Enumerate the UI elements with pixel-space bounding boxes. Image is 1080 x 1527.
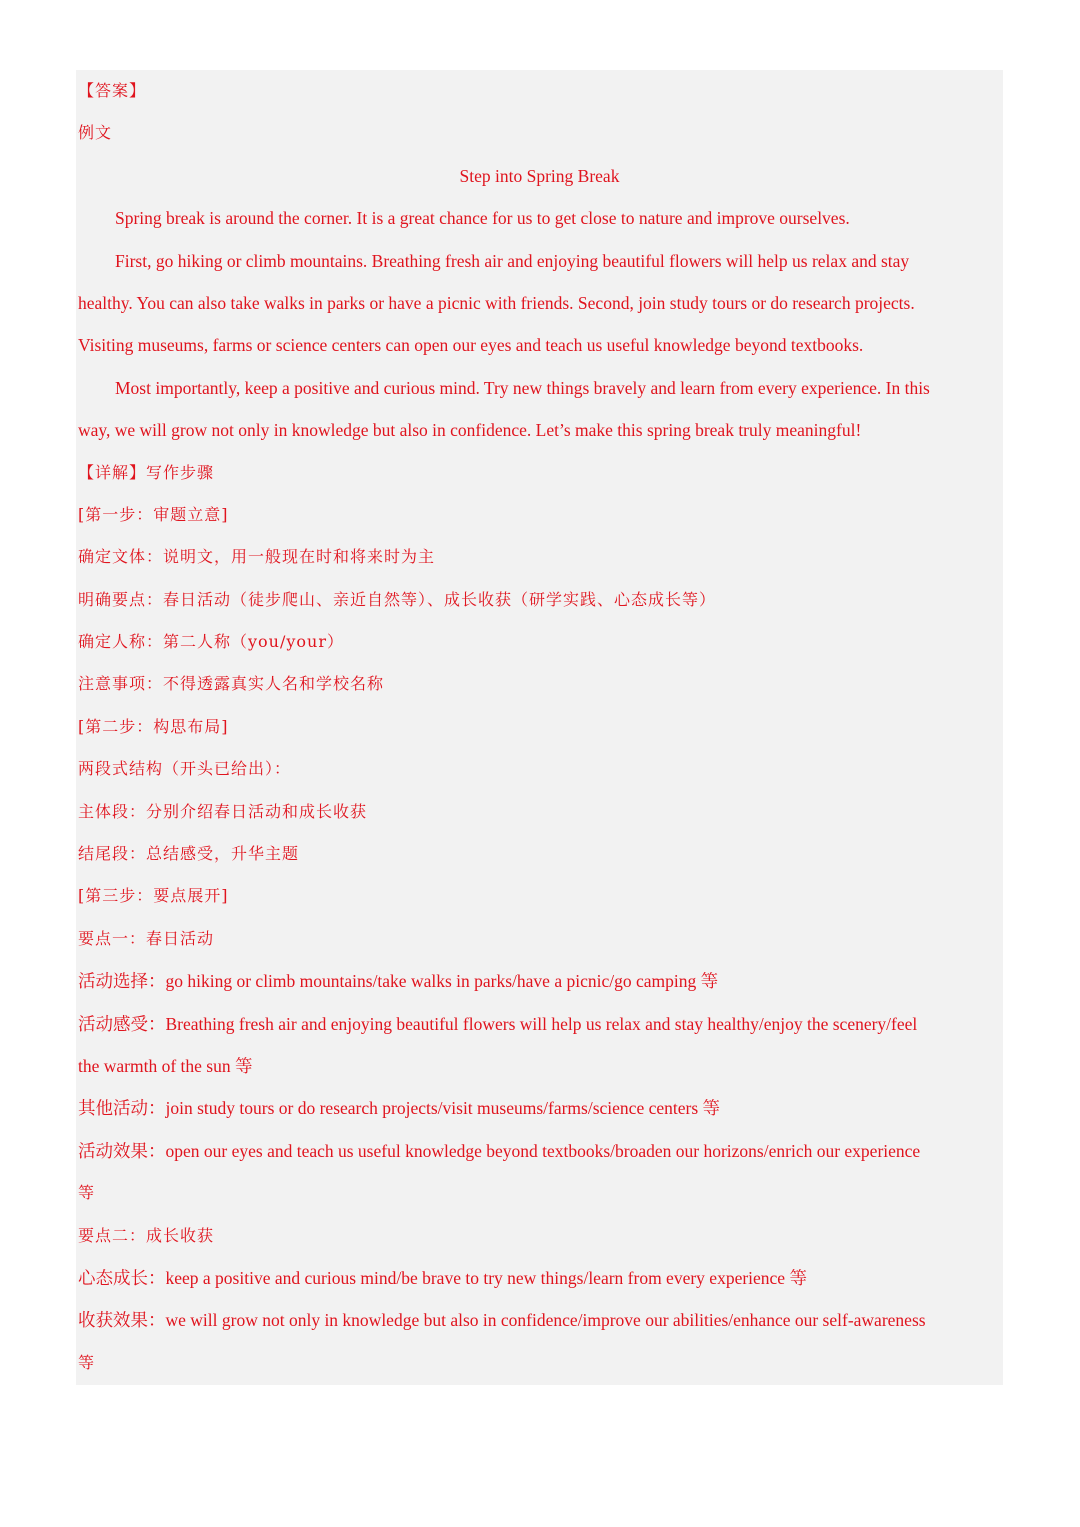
essay-line-2: First, go hiking or climb mountains. Breathing fresh air and enjoying beautiful flowers will help us relax and stay [115, 250, 910, 271]
step3-feeling-1: 活动感受：Breathing fresh air and enjoying beautiful flowers will help us relax and stay healthy/enjoy the scenery/feel [78, 1013, 918, 1034]
step2-body: 主体段：分别介绍春日活动和成长收获 [78, 801, 368, 821]
step3-mindset: 心态成长：keep a positive and curious mind/be brave to try new things/learn from every experience 等 [78, 1267, 807, 1288]
step1-points: 明确要点：春日活动（徒步爬山、亲近自然等）、成长收获（研学实践、心态成长等） [78, 589, 717, 609]
explanation-header: 【详解】写作步骤 [78, 462, 215, 482]
step3-point1: 要点一：春日活动 [78, 928, 215, 948]
step3-point2: 要点二：成长收获 [78, 1225, 215, 1245]
step1-genre: 确定文体：说明文，用一般现在时和将来时为主 [78, 547, 436, 567]
essay-line-6: way, we will grow not only in knowledge but also in confidence. Let’s make this spring break truly meaningful! [78, 420, 862, 441]
step2-ending: 结尾段：总结感受，升华主题 [78, 844, 300, 864]
sample-label: 例文 [78, 123, 113, 143]
essay-line-3: healthy. You can also take walks in parks or have a picnic with friends. Second, join study tours or do research projects. [78, 292, 915, 313]
answer-header: 【答案】 [78, 81, 147, 100]
step3-title: [第三步：要点展开] [78, 886, 229, 906]
essay-line-1: Spring break is around the corner. It is a great chance for us to get close to nature and improve ourselves. [115, 208, 850, 229]
step3-effect-1: 活动效果：open our eyes and teach us useful knowledge beyond textbooks/broaden our horizons/enrich our experience [78, 1140, 921, 1161]
step1-notes: 注意事项：不得透露真实人名和学校名称 [78, 674, 385, 694]
answer-content [78, 70, 1003, 1384]
essay-title: Step into Spring Break [459, 165, 620, 186]
step3-choice: 活动选择：go hiking or climb mountains/take walks in parks/have a picnic/go camping 等 [78, 971, 719, 992]
step2-structure: 两段式结构（开头已给出）： [78, 759, 292, 779]
step3-other: 其他活动：join study tours or do research projects/visit museums/farms/science centers 等 [78, 1098, 721, 1119]
step1-person: 确定人称：第二人称（you/your） [78, 632, 344, 652]
step3-feeling-2: the warmth of the sun 等 [78, 1055, 253, 1076]
step3-effect-2: 等 [78, 1183, 96, 1203]
step3-gain-2: 等 [78, 1352, 96, 1372]
step2-title: [第二步：构思布局] [78, 716, 229, 736]
essay-line-4: Visiting museums, farms or science centers can open our eyes and teach us useful knowledge beyond textbooks. [78, 335, 864, 356]
essay-line-5: Most importantly, keep a positive and curious mind. Try new things bravely and learn from every experience. In this [115, 377, 930, 398]
step1-title: [第一步：审题立意] [78, 504, 229, 524]
step3-gain-1: 收获效果：we will grow not only in knowledge but also in confidence/improve our abilities/enhance our self-awareness [78, 1310, 926, 1331]
